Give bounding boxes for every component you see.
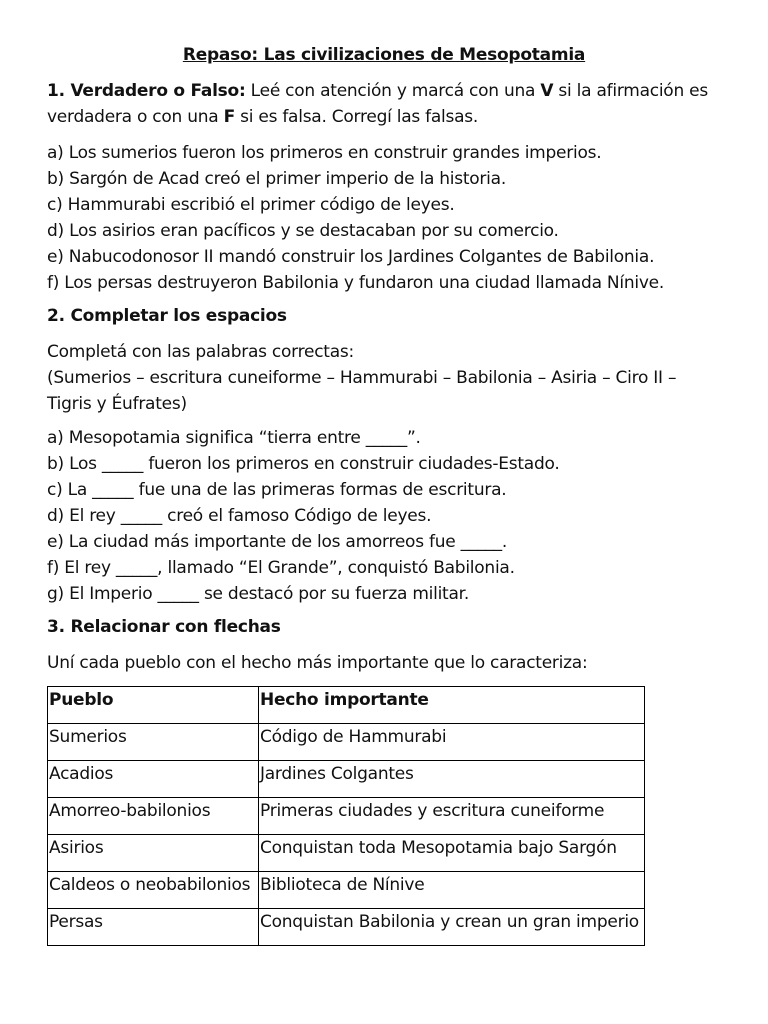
statement-a: a) Los sumerios fueron los primeros en construir grandes imperios.	[47, 143, 602, 163]
table-cell-hecho: Jardines Colgantes	[259, 761, 645, 798]
section-2-instruction: Completá con las palabras correctas:	[47, 342, 354, 362]
section-3-instruction: Uní cada pueblo con el hecho más importante que lo caracteriza:	[47, 653, 588, 673]
table-cell-pueblo: Persas	[48, 909, 259, 946]
word-bank-line-2: Tigris y Éufrates)	[47, 394, 187, 414]
table-cell-hecho: Conquistan Babilonia y crean un gran imperio	[259, 909, 645, 946]
fill-item-d: d) El rey _____ creó el famoso Código de leyes.	[47, 506, 432, 526]
statement-c: c) Hammurabi escribió el primer código de leyes.	[47, 195, 455, 215]
fill-item-c: c) La _____ fue una de las primeras formas de escritura.	[47, 480, 507, 500]
table-row	[48, 909, 645, 946]
fill-item-f: f) El rey _____, llamado “El Grande”, conquistó Babilonia.	[47, 558, 515, 578]
section-2-heading: 2. Completar los espacios	[47, 306, 287, 326]
fill-item-b: b) Los _____ fueron los primeros en construir ciudades-Estado.	[47, 454, 560, 474]
table-cell-pueblo: Acadios	[48, 761, 259, 798]
instr-text-1: Leé con atención y marcá con una	[245, 81, 541, 101]
table-row	[48, 798, 645, 835]
instr-text-4: si es falsa. Corregí las falsas.	[234, 107, 479, 127]
table-cell-pueblo: Caldeos o neobabilonios	[48, 872, 259, 909]
table-cell-pueblo: Asirios	[48, 835, 259, 872]
table-row	[48, 835, 645, 872]
statement-f: f) Los persas destruyeron Babilonia y fundaron una ciudad llamada Nínive.	[47, 273, 665, 293]
section-1-heading: 1. Verdadero o Falso:	[47, 81, 246, 101]
section-2-items	[47, 425, 727, 607]
statement-b: b) Sargón de Acad creó el primer imperio de la historia.	[47, 169, 506, 189]
fill-item-e: e) La ciudad más importante de los amorreos fue _____.	[47, 532, 507, 552]
fill-item-a: a) Mesopotamia significa “tierra entre _____”.	[47, 428, 421, 448]
instr-f-letter: F	[223, 107, 235, 127]
table-cell-hecho: Conquistan toda Mesopotamia bajo Sargón	[259, 835, 645, 872]
section-3-heading: 3. Relacionar con flechas	[47, 617, 281, 637]
page-title: Repaso: Las civilizaciones de Mesopotamia	[182, 45, 586, 65]
table-row	[48, 761, 645, 798]
section-1-instructions	[47, 78, 727, 130]
statement-d: d) Los asirios eran pacíficos y se destacaban por su comercio.	[47, 221, 559, 241]
table-cell-hecho: Código de Hammurabi	[259, 724, 645, 761]
fill-item-g: g) El Imperio _____ se destacó por su fuerza militar.	[47, 584, 469, 604]
instr-text-2: si la afirmación es	[553, 81, 708, 101]
table-cell-pueblo: Amorreo-babilonios	[48, 798, 259, 835]
section-1-statements	[47, 140, 727, 296]
word-bank-line-1: (Sumerios – escritura cuneiforme – Hammurabi – Babilonia – Asiria – Ciro II –	[47, 368, 677, 388]
table-row	[48, 724, 645, 761]
table-cell-hecho: Biblioteca de Nínive	[259, 872, 645, 909]
table-row	[48, 872, 645, 909]
statement-e: e) Nabucodonosor II mandó construir los Jardines Colgantes de Babilonia.	[47, 247, 655, 267]
table-cell-hecho: Primeras ciudades y escritura cuneiforme	[259, 798, 645, 835]
header-hecho: Hecho importante	[259, 687, 645, 724]
instr-text-3: verdadera o con una	[47, 107, 224, 127]
table-header-row	[48, 687, 645, 724]
instr-v-letter: V	[540, 81, 554, 101]
relation-table	[47, 686, 645, 946]
section-2-instructions	[47, 339, 727, 417]
header-pueblo: Pueblo	[48, 687, 259, 724]
table-cell-pueblo: Sumerios	[48, 724, 259, 761]
